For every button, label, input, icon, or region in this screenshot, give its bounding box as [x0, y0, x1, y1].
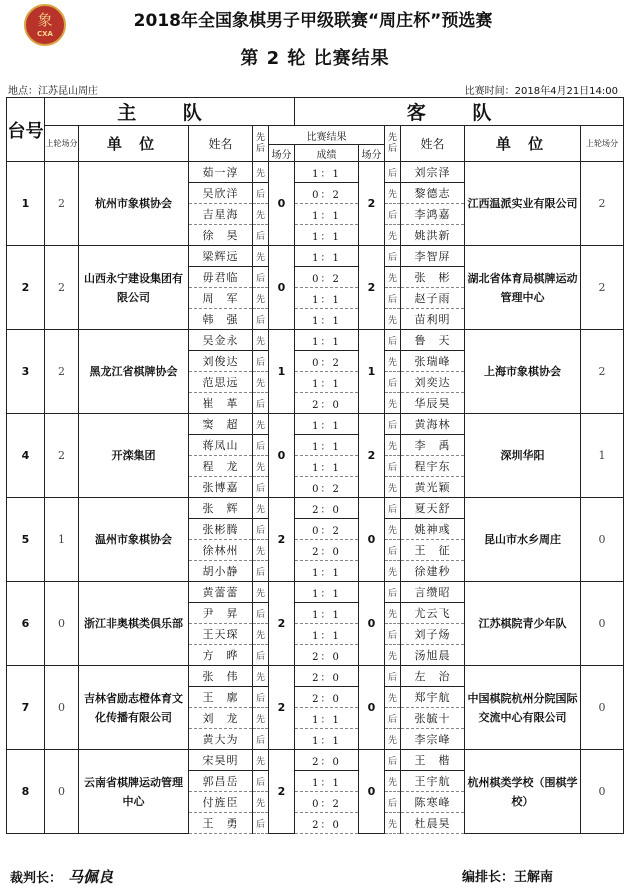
away-prev-points: 2: [581, 246, 624, 330]
home-match-points: 2: [269, 666, 295, 750]
away-player: 黄光颖: [401, 477, 465, 498]
home-team-name: 杭州市象棋协会: [79, 162, 189, 246]
game-score: 1：1: [295, 708, 359, 729]
game-score: 1：1: [295, 561, 359, 582]
away-prev-points: 2: [581, 330, 624, 414]
away-player: 徐建秒: [401, 561, 465, 582]
away-color: 后: [385, 666, 401, 687]
away-team-name: 杭州棋类学校（围棋学校）: [465, 750, 581, 834]
col-header-home-color: 先后: [253, 126, 269, 162]
away-color: 后: [385, 204, 401, 225]
game-score: 0：2: [295, 792, 359, 813]
away-player: 言缵昭: [401, 582, 465, 603]
col-header-score: 成绩: [295, 145, 359, 162]
home-player: 茹一淳: [189, 162, 253, 183]
game-score: 1：1: [295, 414, 359, 435]
away-color: 后: [385, 288, 401, 309]
home-player: 黄蕾蕾: [189, 582, 253, 603]
home-match-points: 2: [269, 582, 295, 666]
page-title: 2018年全国象棋男子甲级联赛“周庄杯”预选赛: [133, 11, 493, 31]
away-color: 先: [385, 309, 401, 330]
home-player: 王 廓: [189, 687, 253, 708]
home-player: 程 龙: [189, 456, 253, 477]
away-color: 后: [385, 330, 401, 351]
away-color: 先: [385, 687, 401, 708]
away-player: 李宗峰: [401, 729, 465, 750]
home-color: 后: [253, 267, 269, 288]
game-score: 1：1: [295, 582, 359, 603]
venue-text: 地点：江苏昆山周庄: [8, 86, 98, 97]
home-player: 黄大为: [189, 729, 253, 750]
away-prev-points: 1: [581, 414, 624, 498]
home-color: 先: [253, 750, 269, 771]
home-player: 王 勇: [189, 813, 253, 834]
away-color: 后: [385, 246, 401, 267]
col-header-away-name: 姓名: [401, 126, 465, 162]
away-color: 先: [385, 561, 401, 582]
col-header-home-name: 姓名: [189, 126, 253, 162]
home-player: 宋昊明: [189, 750, 253, 771]
board-number: 1: [7, 162, 45, 246]
table-row: [7, 330, 624, 351]
away-player: 王宇航: [401, 771, 465, 792]
away-player: 王 征: [401, 540, 465, 561]
home-player: 付旌臣: [189, 792, 253, 813]
col-header-away-color: 先后: [385, 126, 401, 162]
logo-text: CXA: [37, 30, 53, 38]
away-prev-points: 0: [581, 666, 624, 750]
round-subtitle: 第 2 轮 比赛结果: [240, 48, 390, 69]
table-row: [7, 666, 624, 687]
away-color: 后: [385, 708, 401, 729]
away-match-points: 0: [359, 582, 385, 666]
col-header-home-unit: 单 位: [79, 126, 189, 162]
home-player: 徐 昊: [189, 225, 253, 246]
home-player: 吴金永: [189, 330, 253, 351]
game-score: 1：1: [295, 309, 359, 330]
game-score: 1：1: [295, 162, 359, 183]
board-number: 7: [7, 666, 45, 750]
home-player: 刘俊达: [189, 351, 253, 372]
board-number: 8: [7, 750, 45, 834]
referee-line: [10, 866, 113, 887]
table-row: [7, 582, 624, 603]
game-score: 1：1: [295, 204, 359, 225]
results-table: [6, 97, 624, 834]
away-match-points: 1: [359, 330, 385, 414]
home-player: 张博嘉: [189, 477, 253, 498]
away-player: 黄海林: [401, 414, 465, 435]
away-color: 后: [385, 582, 401, 603]
away-player: 陈寒峰: [401, 792, 465, 813]
home-prev-points: 0: [45, 582, 79, 666]
board-number: 5: [7, 498, 45, 582]
col-header-home-prev: 上轮场分: [45, 126, 79, 162]
home-player: 吉星海: [189, 204, 253, 225]
home-player: 梁辉远: [189, 246, 253, 267]
home-color: 先: [253, 792, 269, 813]
away-player: 张毓十: [401, 708, 465, 729]
arranger-label: 编排长：: [462, 870, 515, 885]
home-match-points: 2: [269, 498, 295, 582]
header-row-teams: [7, 98, 624, 126]
home-player: 韩 强: [189, 309, 253, 330]
away-color: 先: [385, 183, 401, 204]
game-score: 0：2: [295, 477, 359, 498]
home-team-name: 开滦集团: [79, 414, 189, 498]
home-match-points: 1: [269, 330, 295, 414]
away-team-header: 客 队: [295, 98, 624, 126]
home-color: 后: [253, 645, 269, 666]
away-team-name: 昆山市水乡周庄: [465, 498, 581, 582]
away-player: 鲁 天: [401, 330, 465, 351]
away-player: 姚洪新: [401, 225, 465, 246]
away-player: 王 楷: [401, 750, 465, 771]
away-player: 尤云飞: [401, 603, 465, 624]
away-color: 后: [385, 162, 401, 183]
away-match-points: 2: [359, 246, 385, 330]
home-player: 方 晔: [189, 645, 253, 666]
cxa-logo: [24, 4, 66, 46]
logo-glyph: 象: [37, 11, 53, 29]
game-score: 1：1: [295, 603, 359, 624]
col-header-away-pts: 场分: [359, 145, 385, 162]
away-color: 先: [385, 813, 401, 834]
away-player: 华辰昊: [401, 393, 465, 414]
away-color: 后: [385, 540, 401, 561]
home-prev-points: 2: [45, 330, 79, 414]
away-color: 后: [385, 456, 401, 477]
away-color: 先: [385, 603, 401, 624]
game-score: 1：1: [295, 372, 359, 393]
away-color: 后: [385, 750, 401, 771]
away-color: 先: [385, 435, 401, 456]
away-player: 黎德志: [401, 183, 465, 204]
home-player: 蒋凤山: [189, 435, 253, 456]
home-player: 尹 昇: [189, 603, 253, 624]
away-prev-points: 2: [581, 162, 624, 246]
away-player: 汤旭晨: [401, 645, 465, 666]
away-color: 先: [385, 351, 401, 372]
table-row: [7, 246, 624, 267]
game-score: 2：0: [295, 813, 359, 834]
game-score: 0：2: [295, 267, 359, 288]
table-row: [7, 498, 624, 519]
away-team-name: 深圳华阳: [465, 414, 581, 498]
home-color: 后: [253, 351, 269, 372]
away-team-name: 江西温派实业有限公司: [465, 162, 581, 246]
arranger-line: [462, 866, 553, 885]
game-score: 2：0: [295, 645, 359, 666]
home-match-points: 0: [269, 246, 295, 330]
home-color: 先: [253, 456, 269, 477]
game-score: 2：0: [295, 750, 359, 771]
home-color: 后: [253, 183, 269, 204]
away-color: 先: [385, 645, 401, 666]
game-score: 1：1: [295, 456, 359, 477]
home-team-header: 主 队: [45, 98, 295, 126]
home-player: 徐林州: [189, 540, 253, 561]
home-player: 郭昌岳: [189, 771, 253, 792]
away-color: 后: [385, 372, 401, 393]
away-player: 赵子雨: [401, 288, 465, 309]
home-player: 范思远: [189, 372, 253, 393]
home-match-points: 0: [269, 414, 295, 498]
home-color: 后: [253, 519, 269, 540]
home-color: 先: [253, 414, 269, 435]
home-team-name: 山西永宁建设集团有限公司: [79, 246, 189, 330]
game-score: 0：2: [295, 183, 359, 204]
game-score: 1：1: [295, 330, 359, 351]
away-match-points: 2: [359, 162, 385, 246]
away-color: 先: [385, 477, 401, 498]
table-row: [7, 414, 624, 435]
home-player: 王天琛: [189, 624, 253, 645]
game-score: 2：0: [295, 393, 359, 414]
away-match-points: 0: [359, 498, 385, 582]
away-color: 先: [385, 771, 401, 792]
home-prev-points: 1: [45, 498, 79, 582]
home-color: 先: [253, 540, 269, 561]
header-row-columns: [7, 126, 624, 145]
game-score: 1：1: [295, 288, 359, 309]
home-player: 窦 超: [189, 414, 253, 435]
away-player: 郑宇航: [401, 687, 465, 708]
arranger-name: 王解南: [514, 870, 554, 885]
away-player: 张瑞峰: [401, 351, 465, 372]
home-color: 后: [253, 435, 269, 456]
home-color: 先: [253, 666, 269, 687]
home-team-name: 黑龙江省棋牌协会: [79, 330, 189, 414]
game-score: 2：0: [295, 498, 359, 519]
away-player: 李鸿嘉: [401, 204, 465, 225]
away-match-points: 2: [359, 414, 385, 498]
away-color: 后: [385, 792, 401, 813]
away-team-name: 上海市象棋协会: [465, 330, 581, 414]
home-team-name: 浙江非奥棋类俱乐部: [79, 582, 189, 666]
home-color: 先: [253, 372, 269, 393]
away-color: 先: [385, 393, 401, 414]
away-player: 刘宗泽: [401, 162, 465, 183]
away-player: 李 禹: [401, 435, 465, 456]
board-number: 3: [7, 330, 45, 414]
home-color: 先: [253, 204, 269, 225]
away-player: 刘奕达: [401, 372, 465, 393]
away-player: 杜晨昊: [401, 813, 465, 834]
results-body: [7, 98, 624, 834]
away-team-name: 湖北省体育局棋牌运动管理中心: [465, 246, 581, 330]
away-prev-points: 0: [581, 582, 624, 666]
home-color: 先: [253, 246, 269, 267]
board-number: 4: [7, 414, 45, 498]
referee-label: 裁判长：: [10, 871, 63, 886]
game-score: 1：1: [295, 225, 359, 246]
home-color: 后: [253, 477, 269, 498]
away-prev-points: 0: [581, 750, 624, 834]
away-player: 夏天舒: [401, 498, 465, 519]
home-player: 刘 龙: [189, 708, 253, 729]
home-prev-points: 2: [45, 246, 79, 330]
col-header-result: 比赛结果: [269, 126, 385, 145]
home-team-name: 温州市象棋协会: [79, 498, 189, 582]
home-prev-points: 0: [45, 666, 79, 750]
away-color: 先: [385, 267, 401, 288]
game-score: 2：0: [295, 540, 359, 561]
home-color: 先: [253, 708, 269, 729]
col-header-away-prev: 上轮场分: [581, 126, 624, 162]
away-prev-points: 0: [581, 498, 624, 582]
away-color: 后: [385, 414, 401, 435]
away-player: 张 彬: [401, 267, 465, 288]
home-prev-points: 2: [45, 414, 79, 498]
away-team-name: 中国棋院杭州分院国际交流中心有限公司: [465, 666, 581, 750]
home-color: 先: [253, 330, 269, 351]
game-score: 0：2: [295, 519, 359, 540]
board-number: 6: [7, 582, 45, 666]
away-color: 先: [385, 729, 401, 750]
away-player: 程宇东: [401, 456, 465, 477]
col-header-home-pts: 场分: [269, 145, 295, 162]
home-player: 张彬腾: [189, 519, 253, 540]
home-color: 后: [253, 771, 269, 792]
game-score: 1：1: [295, 624, 359, 645]
game-score: 1：1: [295, 729, 359, 750]
away-match-points: 0: [359, 666, 385, 750]
away-color: 后: [385, 498, 401, 519]
game-score: 1：1: [295, 246, 359, 267]
table-row: [7, 162, 624, 183]
game-score: 0：2: [295, 351, 359, 372]
away-player: 左 治: [401, 666, 465, 687]
home-player: 吴欣洋: [189, 183, 253, 204]
home-player: 张 伟: [189, 666, 253, 687]
home-match-points: 2: [269, 750, 295, 834]
home-color: 后: [253, 603, 269, 624]
away-color: 后: [385, 624, 401, 645]
game-score: 1：1: [295, 771, 359, 792]
board-number: 2: [7, 246, 45, 330]
match-time-text: 比赛时间：2018年4月21日14:00: [464, 86, 618, 97]
home-player: 张 辉: [189, 498, 253, 519]
home-player: 周 军: [189, 288, 253, 309]
home-color: 先: [253, 498, 269, 519]
home-color: 后: [253, 687, 269, 708]
home-color: 后: [253, 729, 269, 750]
away-player: 苗利明: [401, 309, 465, 330]
home-color: 后: [253, 561, 269, 582]
game-score: 2：0: [295, 687, 359, 708]
home-color: 先: [253, 624, 269, 645]
away-team-name: 江苏棋院青少年队: [465, 582, 581, 666]
away-match-points: 0: [359, 750, 385, 834]
home-prev-points: 2: [45, 162, 79, 246]
home-color: 后: [253, 309, 269, 330]
referee-signature: 马佩良: [68, 868, 114, 886]
col-header-seq: 台号: [7, 98, 45, 162]
home-color: 后: [253, 813, 269, 834]
home-prev-points: 0: [45, 750, 79, 834]
home-color: 后: [253, 225, 269, 246]
game-score: 2：0: [295, 666, 359, 687]
col-header-away-unit: 单 位: [465, 126, 581, 162]
away-color: 先: [385, 225, 401, 246]
game-score: 1：1: [295, 435, 359, 456]
home-player: 胡小静: [189, 561, 253, 582]
home-color: 先: [253, 162, 269, 183]
home-match-points: 0: [269, 162, 295, 246]
home-player: 毋君临: [189, 267, 253, 288]
home-player: 崔 革: [189, 393, 253, 414]
home-team-name: 吉林省励志橙体育文化传播有限公司: [79, 666, 189, 750]
away-player: 李智屏: [401, 246, 465, 267]
away-player: 刘子炀: [401, 624, 465, 645]
away-color: 先: [385, 519, 401, 540]
home-color: 后: [253, 393, 269, 414]
away-player: 姚神彧: [401, 519, 465, 540]
table-row: [7, 750, 624, 771]
home-team-name: 云南省棋牌运动管理中心: [79, 750, 189, 834]
home-color: 先: [253, 582, 269, 603]
home-color: 先: [253, 288, 269, 309]
